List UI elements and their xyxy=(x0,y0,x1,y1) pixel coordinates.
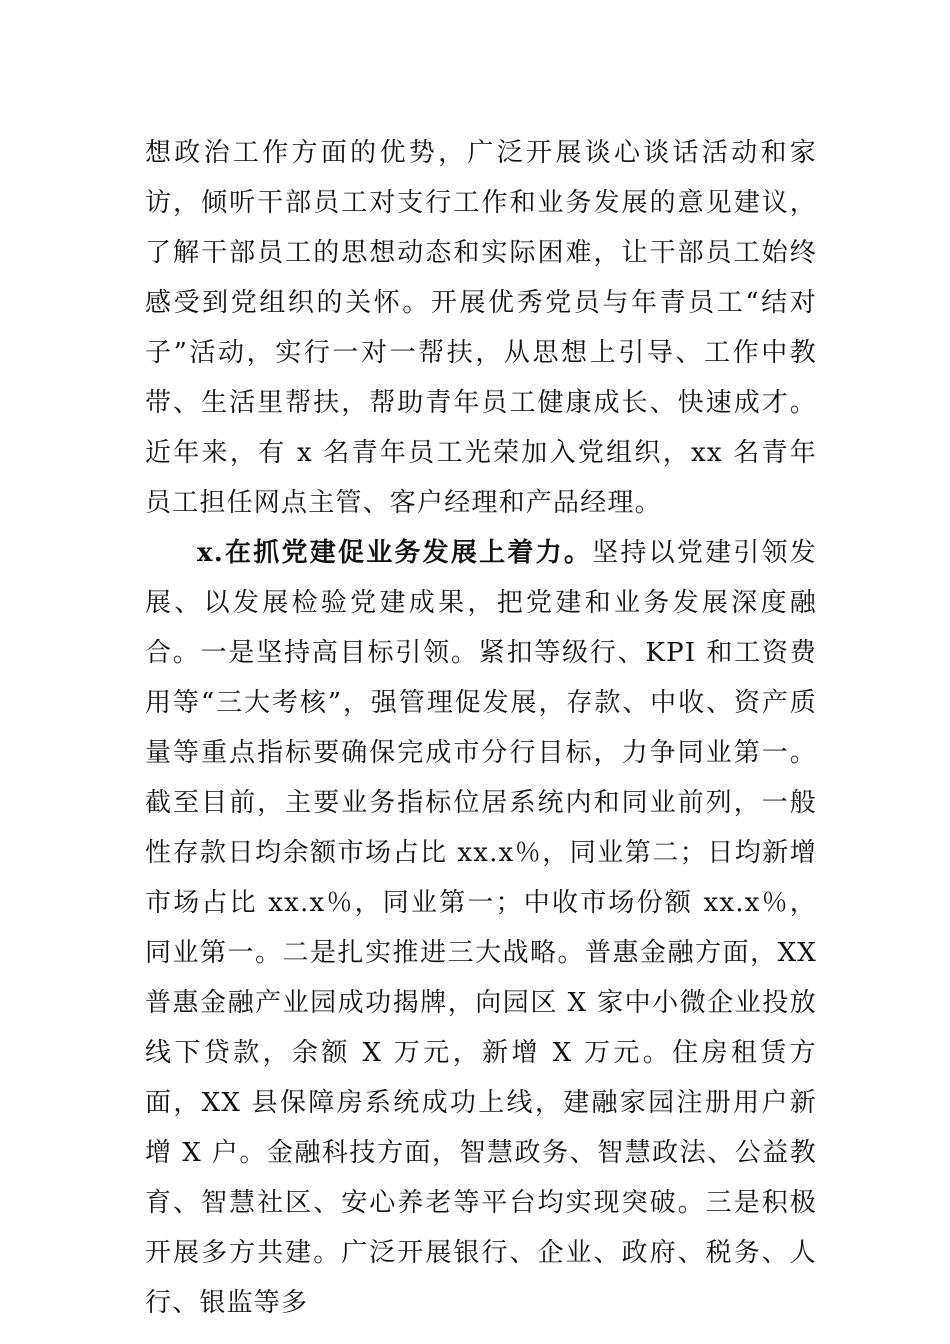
paragraph-body: 坚持以党建引领发展、以发展检验党建成果，把党建和业务发展深度融合。一是坚持高目标引领。紧扣等级行、KPI 和工资费用等“三大考核”，强管理促发展，存款、中收、资产质量等重点指标要确保完成市分行目标，力争同业第一。截至目前，主要业务指标位居系统内和同业前列，一般性存款日均余额市场占比 xx.x％，同业第二；日均新增市场占比 xx.x％，同业第一；中收市场份额 xx.x％，同业第一。二是扎实推进三大战略。普惠金融方面，XX 普惠金融产业园成功揭牌，向园区 X 家中小微企业投放线下贷款，余额 X 万元，新增 X 万元。住房租赁方面，XX 县保障房系统成功上线，建融家园注册用户新增 X 户。金融科技方面，智慧政务、智慧政法、公益教育、智慧社区、安心养老等平台均实现突破。三是积极开展多方共建。广泛开展银行、企业、政府、税务、人行、银监等多 xyxy=(145,538,817,1318)
paragraph-heading: x.在抓党建促业务发展上着力。 xyxy=(197,538,593,568)
paragraph-party-building xyxy=(145,528,817,1328)
paragraph-continuation: 想政治工作方面的优势，广泛开展谈心谈话活动和家访，倾听干部员工对支行工作和业务发展的意见建议，了解干部员工的思想动态和实际困难，让干部员工始终感受到党组织的关怀。开展优秀党员与年青员工“结对子”活动，实行一对一帮扶，从思想上引导、工作中教带、生活里帮扶，帮助青年员工健康成长、快速成才。近年来，有 x 名青年员工光荣加入党组织，xx 名青年员工担任网点主管、客户经理和产品经理。 xyxy=(145,138,817,518)
